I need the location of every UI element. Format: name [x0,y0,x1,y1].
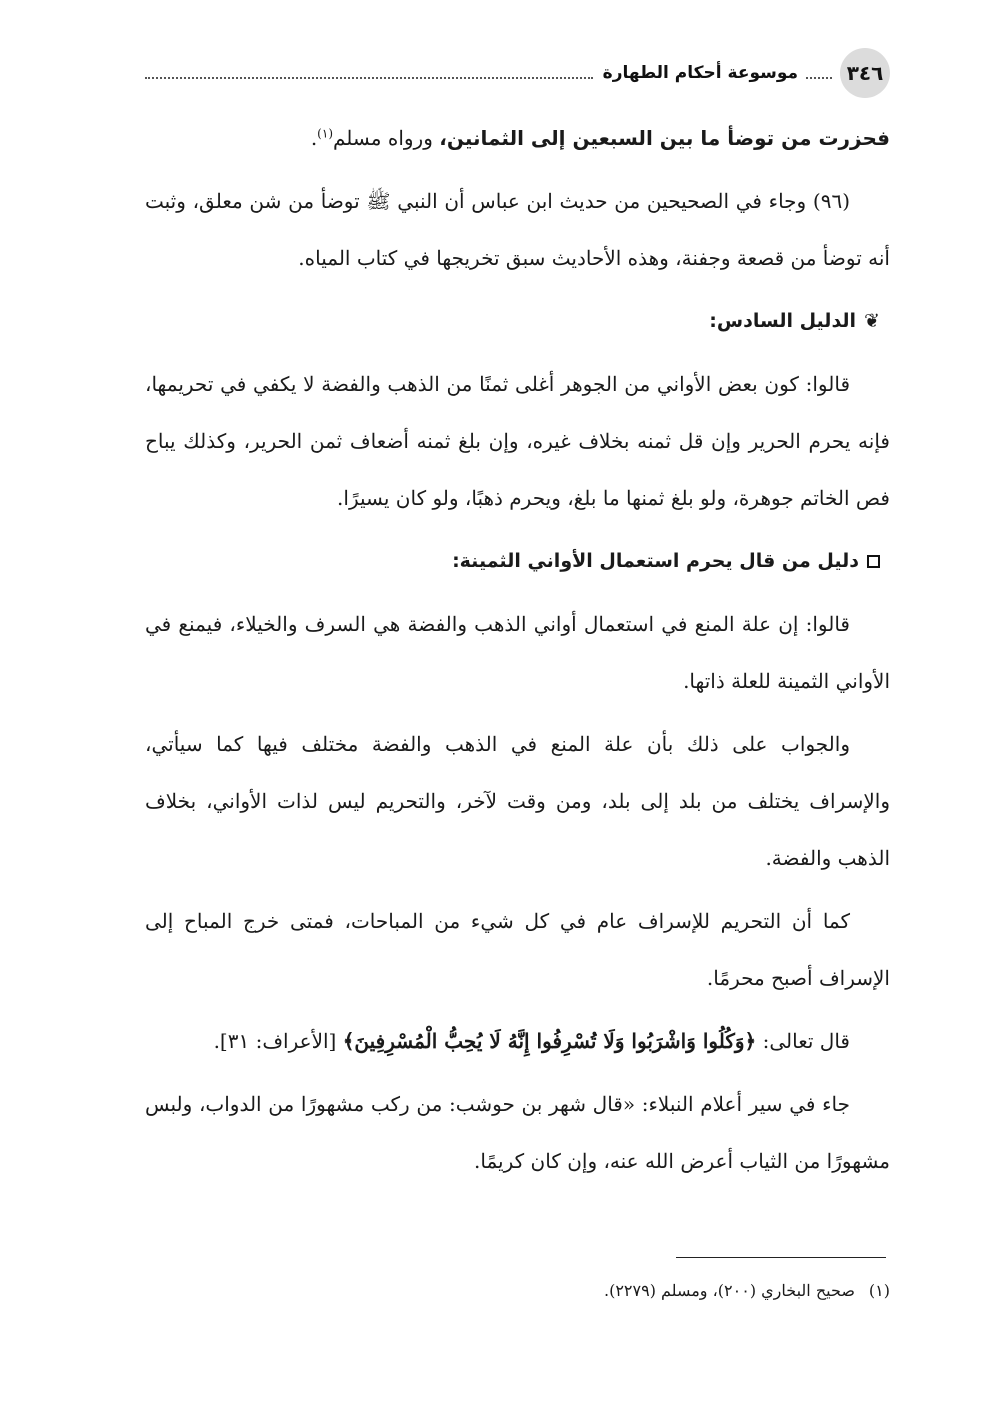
page-body [145,110,890,1196]
page-header [145,48,890,98]
heading-sixth-evidence [145,293,890,350]
footnote-divider [676,1257,886,1258]
page-number-badge: ٣٤٦ [840,48,890,98]
footnote-text: صحيح البخاري (٢٠٠)، ومسلم (٢٢٧٩). [603,1281,855,1300]
paragraph-1 [145,110,890,167]
paragraph-6: كما أن التحريم للإسراف عام في كل شيء من المباحات، فمتى خرج المباح إلى الإسراف أصبح محرمًا. [145,909,890,990]
paragraph-5: والجواب على ذلك بأن علة المنع في الذهب والفضة مختلف فيها كما سيأتي، والإسراف يختلف من بلد إلى بلد، ومن وقت لآخر، والتحريم ليس لذات الأواني، بخلاف الذهب والفضة. [145,732,890,870]
header-dots-right [806,67,832,79]
header-dots-left [145,67,593,79]
paragraph-4: قالوا: إن علة المنع في استعمال أواني الذهب والفضة هي السرف والخيلاء، فيمنع في الأواني الثمينة للعلة ذاتها. [145,612,890,693]
heading-prohibition-evidence-text: دليل من قال يحرم استعمال الأواني الثمينة: [452,550,859,572]
paragraph-2: (٩٦) وجاء في الصحيحين من حديث ابن عباس أن النبي ﷺ توضأ من شن معلق، وثبت أنه توضأ من قصعة وجفنة، وهذه الأحاديث سبق تخريجها في كتاب المياه. [145,189,890,270]
running-title: موسوعة أحكام الطهارة [602,63,798,83]
paragraph-3: قالوا: كون بعض الأواني من الجوهر أغلى ثمنًا من الذهب والفضة لا يكفي في تحريمها، فإنه يحرم الحرير وإن قل ثمنه بخلاف غيره، وإن بلغ ثمنه أضعاف ثمن الحرير، وكذلك يباح فص الخاتم جوهرة، ولو بلغ ثمنها ما بلغ، ويحرم ذهبًا، ولو كان يسيرًا. [145,372,890,510]
footnote-ref-1[interactable]: (١) [317,126,333,141]
paragraph-1-end: . [310,126,318,150]
footnote-number: (١) [868,1281,890,1300]
paragraph-8: جاء في سير أعلام النبلاء: «قال شهر بن حوشب: من ركب مشهورًا من الدواب، ولبس مشهورًا من الثياب أعرض الله عنه، وإن كان كريمًا. [145,1092,890,1173]
heading-sixth-evidence-text: الدليل السادس: [709,310,857,332]
verse-citation: [الأعراف: ٣١]. [213,1029,343,1053]
square-bullet-icon [867,555,880,568]
paragraph-1-bold: فحزرت من توضأ ما بين السبعين إلى الثمانين، [439,126,890,150]
heading-prohibition-evidence [145,533,890,590]
footnote-1 [145,1276,890,1306]
paragraph-7 [145,1013,890,1070]
quran-verse: ﴿وَكُلُوا وَاشْرَبُوا وَلَا تُسْرِفُوا إِنَّهُ لَا يُحِبُّ الْمُسْرِفِينَ﴾ [342,1029,757,1053]
paragraph-7-lead: قال تعالى: [756,1029,850,1053]
ornament-icon: ❦ [864,310,880,332]
paragraph-1-rest: ورواه مسلم [333,126,440,150]
